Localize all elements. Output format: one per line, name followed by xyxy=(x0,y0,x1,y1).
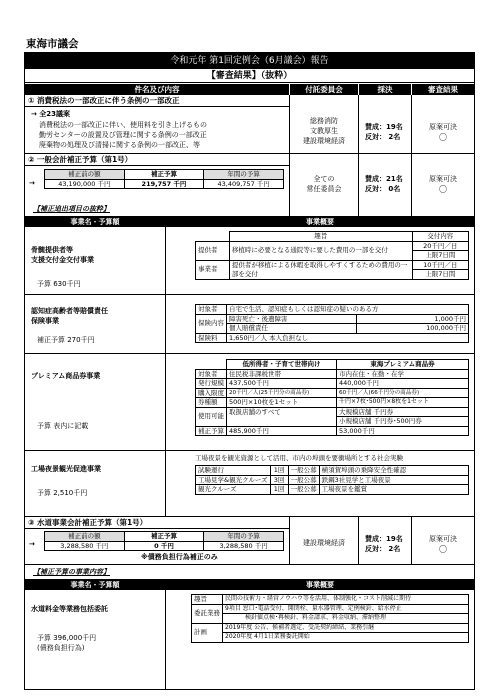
proj1-row-limit: 上限7日間 xyxy=(412,251,468,261)
item1-vote-against: 反対： 2名 xyxy=(365,133,401,141)
item3-proj-row-value: 民間の技術力・経営ノウハウ等を活用、体制強化・コスト削減に期待 xyxy=(223,595,469,605)
proj1-amount: 予算 630千円 xyxy=(37,280,81,288)
item3-budget-table xyxy=(44,531,284,551)
item3-result: 原案可決 xyxy=(429,535,457,543)
divider xyxy=(25,165,289,166)
item2-vote-for: 賛成：21名 xyxy=(365,175,403,183)
subtitle-text: 【審査結果】（抜粋） xyxy=(206,71,293,81)
proj3-tokai-value: 千円×7枚･500円×8枚を1セット xyxy=(337,398,469,408)
col-divider xyxy=(165,580,166,690)
proj3-low-value: 437,500千円 xyxy=(227,379,337,389)
budget-label: 補正予算 xyxy=(124,170,204,180)
proj1-col-head: 交付内容 xyxy=(412,232,468,242)
item1-desc-line: 勤労センターの設置及び管理に関する条例の一部改正 xyxy=(39,131,207,139)
item3-vote-against: 反対： 2名 xyxy=(365,545,401,553)
item3-vote-for: 賛成：19名 xyxy=(365,535,403,543)
proj3-row-label: 補正予算 xyxy=(196,426,227,436)
proj1-name: 支援交付金交付事業 xyxy=(31,256,94,264)
col-divider xyxy=(411,95,412,216)
item3-arrow: → xyxy=(29,540,35,548)
item2-vote-against: 反対： 0名 xyxy=(365,185,401,193)
detail-header-summary: 事業概要 xyxy=(166,580,474,590)
item3-proj-row-value: 検針値点検･再検針、料金請求、料金収納、滞納整理 xyxy=(223,614,469,624)
proj2-amount: 補正予算 270千円 xyxy=(37,336,95,344)
divider xyxy=(25,294,474,295)
item3-proj-amount: 予算 396,000千円 xyxy=(37,634,97,642)
divider xyxy=(25,564,474,565)
budget-label: 年間の予算 xyxy=(204,170,284,180)
proj3-low-value: 500円×10枚を1セット xyxy=(227,398,337,408)
col-divider xyxy=(289,95,290,216)
item1-committee: 文教厚生 xyxy=(310,127,338,135)
proj4-row-type: 一般公募 xyxy=(288,466,319,476)
empty-cell xyxy=(196,360,227,370)
col-divider xyxy=(358,517,359,565)
proj2-row-amount: 100,000千円 xyxy=(357,324,469,334)
proj4-row-label: 観光クルーズ xyxy=(196,485,271,495)
proj4-row-label: 試験運行 xyxy=(196,466,271,476)
proj3-row-label: 対象者 xyxy=(196,369,227,379)
budget-value: 3,288,580 千円 xyxy=(204,541,284,551)
item3-note: ※債務負担行為補正のみ xyxy=(141,553,218,561)
proj3-col-low: 低所得者・子育て世帯向け xyxy=(227,360,337,370)
header-vote: 採決 xyxy=(359,84,411,95)
proj4-row-desc: 工場夜景を鑑賞 xyxy=(319,485,468,495)
detail-header-name: 事業名・予算額 xyxy=(25,580,165,590)
proj3-name: プレミアム商品券事業 xyxy=(31,372,101,380)
proj4-row-type: 一般公募 xyxy=(288,475,319,485)
budget-label: 補正前の額 xyxy=(45,170,125,180)
header-item: 件名及び内容 xyxy=(25,84,289,95)
report-title: 令和元年 第1回定例会（6月議会）報告 xyxy=(25,53,474,69)
proj2-row-label: 保険料 xyxy=(196,333,227,343)
item2-committee: 常任委員会 xyxy=(306,185,342,193)
item3-proj-row-label: 計画 xyxy=(192,623,223,642)
proj3-row-label: 発行規模 xyxy=(196,379,227,389)
divider xyxy=(25,450,474,451)
proj2-row-value: 個人賠償責任 xyxy=(227,324,357,334)
proj2-table xyxy=(195,304,469,343)
organization-name: 東海市議会 xyxy=(26,38,79,50)
item1-heading: ① 消費税法の一部改正に伴う条例の一部改正 xyxy=(28,96,180,105)
proj2-row-label: 保険内容 xyxy=(196,314,227,333)
item1-result-mark: 〇 xyxy=(439,133,447,142)
proj3-row-label: 購入限度 xyxy=(196,388,227,398)
proj1-row-label: 事業者 xyxy=(196,260,230,279)
proj2-row-value: 1,650円／人 本人負担なし xyxy=(227,333,469,343)
proj3-col-tokai: 東海プレミアム商品券 xyxy=(337,360,469,370)
proj4-row-type: 一般公募 xyxy=(288,485,319,495)
divider xyxy=(25,106,289,107)
header-result: 審査結果 xyxy=(412,84,474,95)
item2-detail-title: 【補正追出項目の抜粋】 xyxy=(33,205,110,213)
detail-header-name: 事業名・予算額 xyxy=(25,217,165,227)
budget-value: 43,409,757 千円 xyxy=(204,179,284,189)
proj3-tokai-value: 小規模店舗 千円券･500円券 xyxy=(337,417,469,427)
budget-label: 年間の予算 xyxy=(204,532,284,542)
report-sheet xyxy=(24,52,475,690)
item1-count: → 全23議案 xyxy=(31,110,71,118)
proj3-tokai-value: 60千円／人(66千円分の商品券) xyxy=(337,388,469,398)
item3-proj-row-label: 委託業務 xyxy=(192,604,223,623)
proj2-row-label: 対象者 xyxy=(196,305,227,315)
proj4-row-desc: 横須賀埠頭の乗降安全性確認 xyxy=(319,466,468,476)
item2-committee: 全ての xyxy=(313,175,335,183)
item2-result: 原案可決 xyxy=(429,175,457,183)
item3-proj-name: 水道料金等業務包括委託 xyxy=(31,605,108,613)
proj3-row-label: 券種額 xyxy=(196,398,227,408)
divider xyxy=(25,516,474,517)
item3-proj-row-label: 趣旨 xyxy=(192,595,223,605)
divider xyxy=(25,528,289,529)
proj1-table xyxy=(195,231,469,280)
proj3-table xyxy=(195,359,469,436)
budget-value: 3,288,580 千円 xyxy=(45,541,125,551)
item3-proj-row-value: 2020年度 4月1日業務委託開始 xyxy=(223,633,469,643)
item2-budget-table xyxy=(44,169,284,189)
proj4-row-count: 3回 xyxy=(270,475,288,485)
item3-proj-row-value: 2019年度 公告、候補者選定、受託契約締結、業務引継 xyxy=(223,623,469,633)
proj4-amount: 予算 2,510千円 xyxy=(37,489,88,497)
proj1-col-head: 趣旨 xyxy=(229,232,412,242)
proj4-row-desc: 鉄鋼3社見学と工場夜景 xyxy=(319,475,468,485)
proj1-row-limit: 上限7日間 xyxy=(412,270,468,280)
proj2-name: 認知症高齢者等賠償責任 xyxy=(31,307,108,315)
proj3-low-value: 住民税非課税世帯 xyxy=(227,369,337,379)
item2-arrow: → xyxy=(29,179,35,187)
item1-vote-for: 賛成：19名 xyxy=(365,123,403,131)
item3-detail-title: 【補正予算の事業内容】 xyxy=(33,568,110,576)
col-divider xyxy=(358,95,359,216)
item1-result: 原案可決 xyxy=(429,123,457,131)
proj3-tokai-value: 440,000千円 xyxy=(337,379,469,389)
item3-proj-table xyxy=(191,594,469,643)
proj1-row-amount: 20千円／日 xyxy=(412,241,468,251)
item2-result-mark: 〇 xyxy=(439,185,447,194)
proj4-intro: 工場夜景を観光資源として活用、市内の埠頭を要衝場所とする社会実験 xyxy=(195,454,403,462)
budget-label: 補正前の額 xyxy=(45,532,125,542)
item1-committee: 総務消防 xyxy=(310,117,338,125)
empty-cell xyxy=(196,232,230,242)
proj1-row-amount: 10千円／日 xyxy=(412,260,468,270)
report-subtitle xyxy=(25,70,474,83)
item3-proj-amount: (債務負担行為) xyxy=(37,644,85,652)
proj2-name: 保険事業 xyxy=(31,317,59,325)
proj3-tokai-value: 市内在住・在勤・在学 xyxy=(337,369,469,379)
item3-heading: ③ 水道事業会計補正予算（第1号） xyxy=(28,518,148,527)
proj2-row-amount: 1,000千円 xyxy=(357,314,469,324)
budget-label: 補正予算 xyxy=(124,532,204,542)
detail-header-summary: 事業概要 xyxy=(166,217,474,227)
proj3-tokai-value: 53,000千円 xyxy=(337,426,469,436)
header-committee: 付託委員会 xyxy=(290,84,358,95)
proj3-tokai-value: 大規模店舗 千円券 xyxy=(337,407,469,417)
divider xyxy=(25,153,474,154)
col-divider xyxy=(165,217,166,517)
item2-heading: ② 一般会計補正予算（第1号） xyxy=(28,155,133,164)
proj1-row-label: 提供者 xyxy=(196,241,230,260)
item3-result-mark: 〇 xyxy=(439,545,447,554)
proj4-row-count: 1回 xyxy=(270,466,288,476)
budget-value: 219,757 千円 xyxy=(124,179,204,189)
proj3-low-value: 取扱店舗のすべて xyxy=(227,407,337,426)
proj3-row-label: 使用可能 xyxy=(196,407,227,426)
budget-value: 0 千円 xyxy=(124,541,204,551)
item3-committee: 建設環境経済 xyxy=(303,539,345,547)
proj3-low-value: 20千円／人(25千円分の商品券) xyxy=(227,388,337,398)
divider xyxy=(25,353,474,354)
proj4-row-label: 工場見学&観光クルーズ xyxy=(196,475,271,485)
item1-desc-line: 消費税法の一部改正に伴い、使用料を引き上げるもの xyxy=(39,121,207,129)
budget-value: 43,190,000 千円 xyxy=(45,179,125,189)
proj4-table xyxy=(195,465,469,495)
item3-proj-row-value: 9項目 窓口･電話受付、開閉栓、量水器管理、定例検針、給水停止 xyxy=(223,604,469,614)
proj3-low-value: 485,900千円 xyxy=(227,426,337,436)
item1-committee: 建設環境経済 xyxy=(303,137,345,145)
proj1-name: 骨髄提供者等 xyxy=(31,246,73,254)
proj1-row-desc: 移植時に必要となる通院等に要した費用の一部を交付 xyxy=(229,241,412,260)
proj2-row-value: 障害死亡・後遺障害 xyxy=(227,314,357,324)
proj4-row-count: 1回 xyxy=(270,485,288,495)
proj1-row-desc: 提供者が移植による休暇を取得しやすくするための費用の一部を交付 xyxy=(229,260,412,279)
proj4-name: 工場夜景観光促進事業 xyxy=(31,465,101,473)
item1-desc-line: 廃棄物の処理及び清掃に関する条例の一部改正、等 xyxy=(39,141,200,149)
proj3-amount: 予算 表内に記載 xyxy=(37,422,89,430)
proj2-row-value: 自宅で生活、認知症もしくは認知症の疑いのある方 xyxy=(227,305,469,315)
